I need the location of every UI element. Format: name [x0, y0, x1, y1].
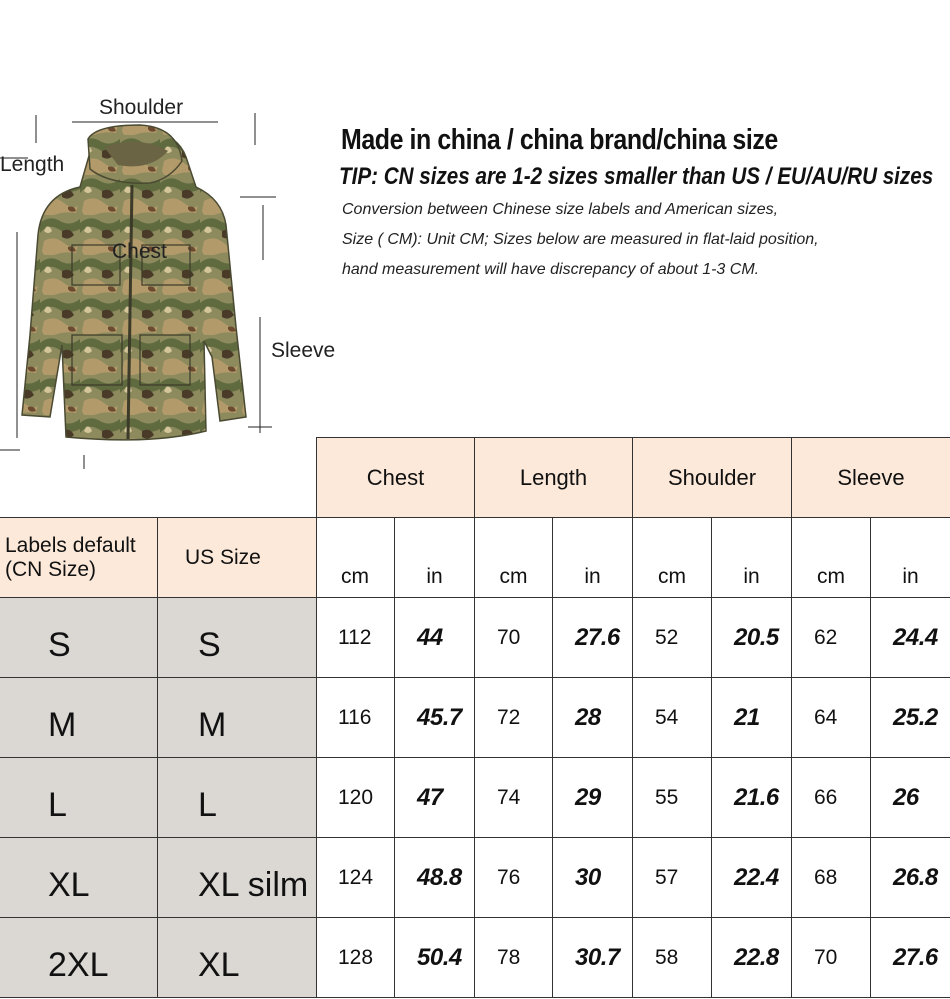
chest-cm-cell: 120 — [316, 758, 395, 838]
shoulder-in-cell: 20.5 — [712, 598, 792, 678]
unit-in: in — [871, 517, 950, 598]
shoulder-in-cell: 21.6 — [712, 758, 792, 838]
sleeve-cm-cell: 62 — [792, 598, 871, 678]
sleeve-in-cell: 26 — [871, 758, 950, 838]
shoulder-in-cell: 22.4 — [712, 838, 792, 918]
us-size-cell: S — [158, 598, 317, 678]
unit-cm: cm — [475, 517, 553, 598]
group-sleeve: Sleeve — [792, 437, 950, 518]
us-size-cell: XL — [158, 918, 317, 998]
shoulder-cm-cell: 57 — [633, 838, 712, 918]
camo-jacket-illustration — [0, 95, 310, 475]
chest-in-cell: 48.8 — [395, 838, 475, 918]
length-cm-cell: 70 — [475, 598, 553, 678]
unit-cm: cm — [316, 517, 395, 598]
us-size-cell: XL silm — [158, 838, 317, 918]
note-line-1: Conversion between Chinese size labels and American sizes, — [342, 201, 779, 218]
sleeve-in-cell: 26.8 — [871, 838, 950, 918]
length-in-cell: 30 — [553, 838, 633, 918]
shoulder-in-cell: 22.8 — [712, 918, 792, 998]
us-size-cell: L — [158, 758, 317, 838]
sleeve-cm-cell: 70 — [792, 918, 871, 998]
cn-size-cell: M — [0, 678, 158, 758]
size-tip: TIP: CN sizes are 1-2 sizes smaller than US / EU/AU/RU sizes — [339, 163, 934, 190]
cn-size-cell: XL — [0, 838, 158, 918]
chest-cm-cell: 124 — [316, 838, 395, 918]
length-in-cell: 27.6 — [553, 598, 633, 678]
length-cm-cell: 72 — [475, 678, 553, 758]
chest-label: Chest — [112, 240, 167, 263]
sleeve-in-cell: 27.6 — [871, 918, 950, 998]
group-shoulder: Shoulder — [633, 437, 792, 518]
sleeve-cm-cell: 68 — [792, 838, 871, 918]
unit-in: in — [395, 517, 475, 598]
length-in-cell: 30.7 — [553, 918, 633, 998]
shoulder-cm-cell: 54 — [633, 678, 712, 758]
unit-cm: cm — [633, 517, 712, 598]
shoulder-cm-cell: 58 — [633, 918, 712, 998]
cn-size-cell: 2XL — [0, 918, 158, 998]
chest-cm-cell: 128 — [316, 918, 395, 998]
sleeve-in-cell: 25.2 — [871, 678, 950, 758]
unit-cm: cm — [792, 517, 871, 598]
note-line-3: hand measurement will have discrepancy of about 1-3 CM. — [342, 261, 760, 278]
sleeve-cm-cell: 66 — [792, 758, 871, 838]
shoulder-cm-cell: 55 — [633, 758, 712, 838]
shoulder-label: Shoulder — [99, 96, 184, 119]
unit-in: in — [712, 517, 792, 598]
length-cm-cell: 76 — [475, 838, 553, 918]
cn-size-cell: S — [0, 598, 158, 678]
chest-cm-cell: 112 — [316, 598, 395, 678]
unit-in: in — [553, 517, 633, 598]
sleeve-in-cell: 24.4 — [871, 598, 950, 678]
headline: Made in china / china brand/china size — [341, 124, 778, 156]
us-size-header: US Size — [158, 517, 317, 598]
note-line-2: Size ( CM): Unit CM; Sizes below are measured in flat-laid position, — [342, 231, 819, 248]
sleeve-cm-cell: 64 — [792, 678, 871, 758]
length-label: Length — [0, 153, 65, 176]
length-cm-cell: 74 — [475, 758, 553, 838]
chest-in-cell: 50.4 — [395, 918, 475, 998]
length-cm-cell: 78 — [475, 918, 553, 998]
group-length: Length — [475, 437, 633, 518]
shoulder-cm-cell: 52 — [633, 598, 712, 678]
length-in-cell: 29 — [553, 758, 633, 838]
cn-size-cell: L — [0, 758, 158, 838]
chest-cm-cell: 116 — [316, 678, 395, 758]
sleeve-label: Sleeve — [271, 339, 336, 362]
cn-size-header: Labels default (CN Size) — [0, 517, 158, 598]
group-chest: Chest — [316, 437, 475, 518]
size-table — [0, 437, 950, 999]
length-in-cell: 28 — [553, 678, 633, 758]
chest-in-cell: 45.7 — [395, 678, 475, 758]
chest-in-cell: 44 — [395, 598, 475, 678]
shoulder-in-cell: 21 — [712, 678, 792, 758]
us-size-cell: M — [158, 678, 317, 758]
chest-in-cell: 47 — [395, 758, 475, 838]
